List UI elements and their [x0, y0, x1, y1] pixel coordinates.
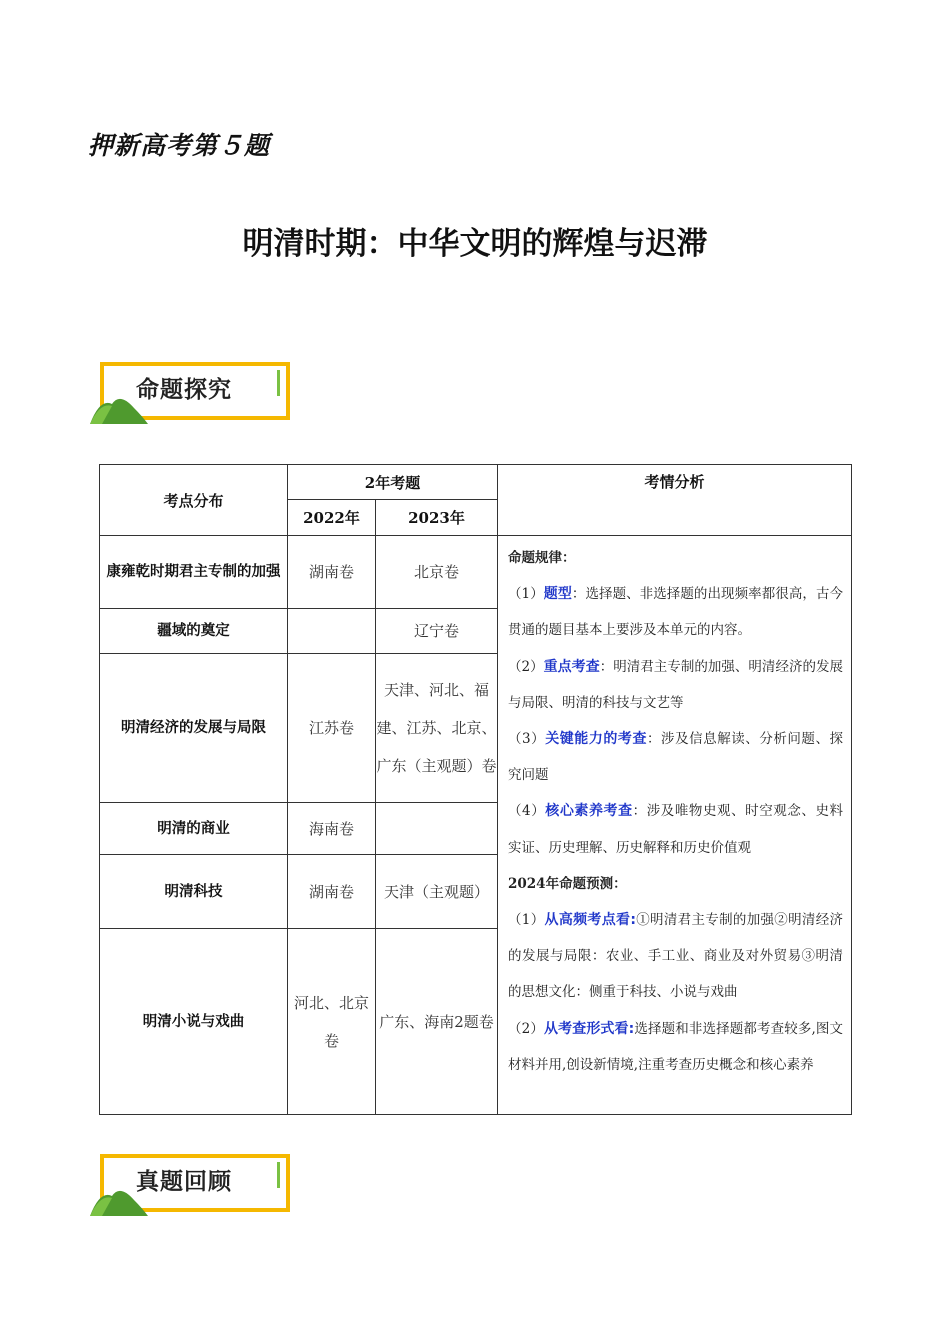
source-2022: 湖南卷 — [288, 536, 376, 609]
forecast-title: 2024年命题预测： — [508, 875, 627, 892]
topic-cell: 明清经济的发展与局限 — [100, 654, 288, 803]
topic-cell: 康雍乾时期君主专制的加强 — [100, 536, 288, 609]
source-2023: 天津（主观题） — [376, 855, 498, 929]
source-2023: 辽宁卷 — [376, 609, 498, 654]
analysis-item: （2）重点考查：明清君主专制的加强、明清经济的发展与局限、明清的科技与文艺等 — [508, 658, 844, 711]
page-title: 明清时期：中华文明的辉煌与迟滞 — [242, 226, 708, 262]
analysis-item: （4）核心素养考查：涉及唯物史观、时空观念、史料实证、历史理解、历史解释和历史价值观 — [508, 803, 844, 856]
section-badge-review — [90, 1154, 300, 1220]
source-2022: 江苏卷 — [288, 654, 376, 803]
header-2022: 2022年 — [288, 500, 376, 536]
section-badge-explore — [90, 362, 300, 428]
topic-cell: 明清小说与戏曲 — [100, 929, 288, 1115]
source-2023: 北京卷 — [376, 536, 498, 609]
source-2022: 湖南卷 — [288, 855, 376, 929]
header-years: 2年考题 — [288, 465, 498, 500]
topic-cell: 明清的商业 — [100, 803, 288, 855]
source-2023: 广东、海南2题卷 — [376, 929, 498, 1115]
source-2023: 天津、河北、福建、江苏、北京、广东（主观题）卷 — [376, 654, 498, 803]
source-2023 — [376, 803, 498, 855]
badge-tick — [277, 1162, 280, 1188]
topic-cell: 明清科技 — [100, 855, 288, 929]
source-2022: 河北、北京卷 — [288, 929, 376, 1115]
source-2022: 海南卷 — [288, 803, 376, 855]
table-row — [100, 536, 852, 609]
exam-analysis-table — [99, 464, 852, 1115]
forecast-item: （2）从考查形式看:选择题和非选择题都考查较多,图文材料并用,创设新情境,注重考查历史概念和核心素养 — [508, 1020, 843, 1073]
analysis-cell — [498, 536, 852, 1115]
badge-tick — [277, 370, 280, 396]
section-label: 命题探究 — [136, 377, 232, 403]
analysis-item: （3）关键能力的考查：涉及信息解读、分析问题、探究问题 — [508, 731, 844, 784]
analysis-item: （1）题型：选择题、非选择题的出现频率都很高，古今贯通的题目基本上要涉及本单元的内容。 — [508, 586, 844, 639]
header-topic: 考点分布 — [100, 465, 288, 536]
topic-cell: 疆域的奠定 — [100, 609, 288, 654]
header-title: 押新高考第５题 — [88, 131, 271, 160]
header-analysis: 考情分析 — [498, 465, 852, 536]
source-2022 — [288, 609, 376, 654]
forecast-item: （1）从高频考点看:①明清君主专制的加强②明清经济的发展与局限：农业、手工业、商业及对外贸易③明清的思想文化：侧重于科技、小说与戏曲 — [508, 912, 844, 1001]
rule-title: 命题规律： — [508, 550, 576, 566]
header-2023: 2023年 — [376, 500, 498, 536]
section-label: 真题回顾 — [136, 1169, 232, 1195]
